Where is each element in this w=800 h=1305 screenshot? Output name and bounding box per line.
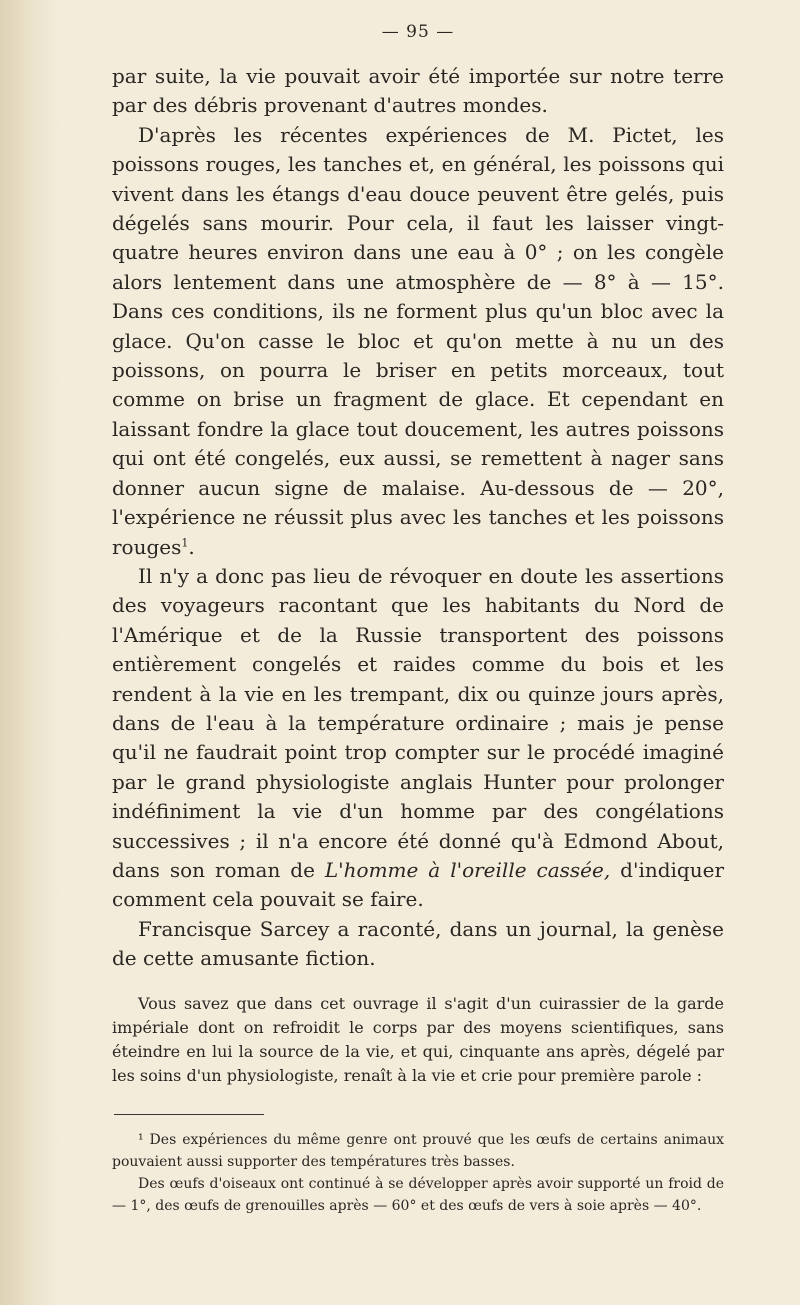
quote-text: Vous savez que dans cet ouvrage il s'agit d'un cuirassier de la garde impériale dont on refroidit le corps par des moyens scientifiques, sans éteindre en lui la source de la vie, et qui, cinquante ans après, dégelé par les soins d'un physiologiste, renaît à la vie et crie pour première parole :	[112, 993, 724, 1085]
book-title: L'homme à l'oreille cassée,	[324, 857, 611, 882]
paragraph-3	[112, 562, 724, 915]
footnote-1-cont: Des œufs d'oiseaux ont continué à se développer après avoir supporté un froid de — 1°, des œufs de grenouilles après — 60° et des œufs de vers à soie après — 40°.	[112, 1175, 724, 1214]
footnotes	[112, 1129, 724, 1217]
footnote-divider	[114, 1114, 264, 1115]
footnote-1: ¹ Des expériences du même genre ont prouvé que les œufs de certains animaux pouvaient aussi supporter des températures très basses.	[112, 1131, 724, 1170]
book-page	[112, 22, 724, 1217]
body-text	[112, 62, 724, 974]
paragraph-2-text: D'après les récentes expériences de M. Pictet, les poissons rouges, les tanches et, en général, les poissons qui vivent dans les étangs d'eau douce peuvent être gelés, puis dégelés sans mourir. Pour cela, il faut les laisser vingt-quatre heures environ dans une eau à 0° ; on les congèle alors lentement dans une atmosphère de — 8° à — 15°. Dans ces conditions, ils ne forment plus qu'un bloc avec la glace. Qu'on casse le bloc et qu'on mette à nu un des poissons, on pourra le briser en petits morceaux, tout comme on brise un fragment de glace. Et cependant en laissant fondre la glace tout doucement, les autres poissons qui ont été congelés, eux aussi, se remettent à nager sans donner aucun signe de malaise. Au-dessous de — 20°, l'expérience ne réussit plus avec les tanches et les poissons rouges	[112, 122, 724, 559]
paragraph-3-end: d'indiquer comment cela pouvait se faire.	[112, 857, 724, 912]
page-edge-shadow	[0, 0, 60, 1305]
quoted-passage	[112, 992, 724, 1088]
paragraph-4: Francisque Sarcey a raconté, dans un journal, la genèse de cette amusante fiction.	[112, 916, 724, 971]
page-number: — 95 —	[381, 22, 455, 42]
footnote-reference[interactable]: 1	[181, 535, 189, 549]
paragraph-3-text: Il n'y a donc pas lieu de révoquer en doute les assertions des voyageurs racontant que les habitants du Nord de l'Amérique et de la Russie transportent des poissons entièrement congelés et raides comme du bois et les rendent à la vie en les trempant, dix ou quinze jours après, dans de l'eau à la température ordinaire ; mais je pense qu'il ne faudrait point trop compter sur le procédé imaginé par le grand physiologiste anglais Hunter pour prolonger indéfiniment la vie d'un homme par des congélations successives ; il n'a encore été donné qu'à Edmond About, dans son roman de	[112, 563, 724, 882]
paragraph-1: par suite, la vie pouvait avoir été importée sur notre terre par des débris provenant d'autres mondes.	[112, 64, 724, 118]
paragraph-2: D'après les récentes expériences de M. Pictet, les poissons rouges, les tanches et, en général, les poissons qui vivent dans les étangs d'eau douce peuvent être gelés, puis dégelés sans mourir. Pour cela, il faut les laisser vingt-quatre heures environ dans une eau à 0° ; on les congèle alors lentement dans une atmosphère de — 8° à — 15°. Dans ces conditions, ils ne forment plus qu'un bloc avec la glace. Qu'on casse le bloc et qu'on mette à nu un des poissons, on pourra le briser en petits morceaux, tout comme on brise un fragment de glace. Et cependant en laissant fondre la glace tout doucement, les autres poissons qui ont été congelés, eux aussi, se remettent à nager sans donner aucun signe de malaise. Au-dessous de — 20°, l'expérience ne réussit plus avec les tanches et les poissons rouges$^1$.	[112, 122, 724, 559]
